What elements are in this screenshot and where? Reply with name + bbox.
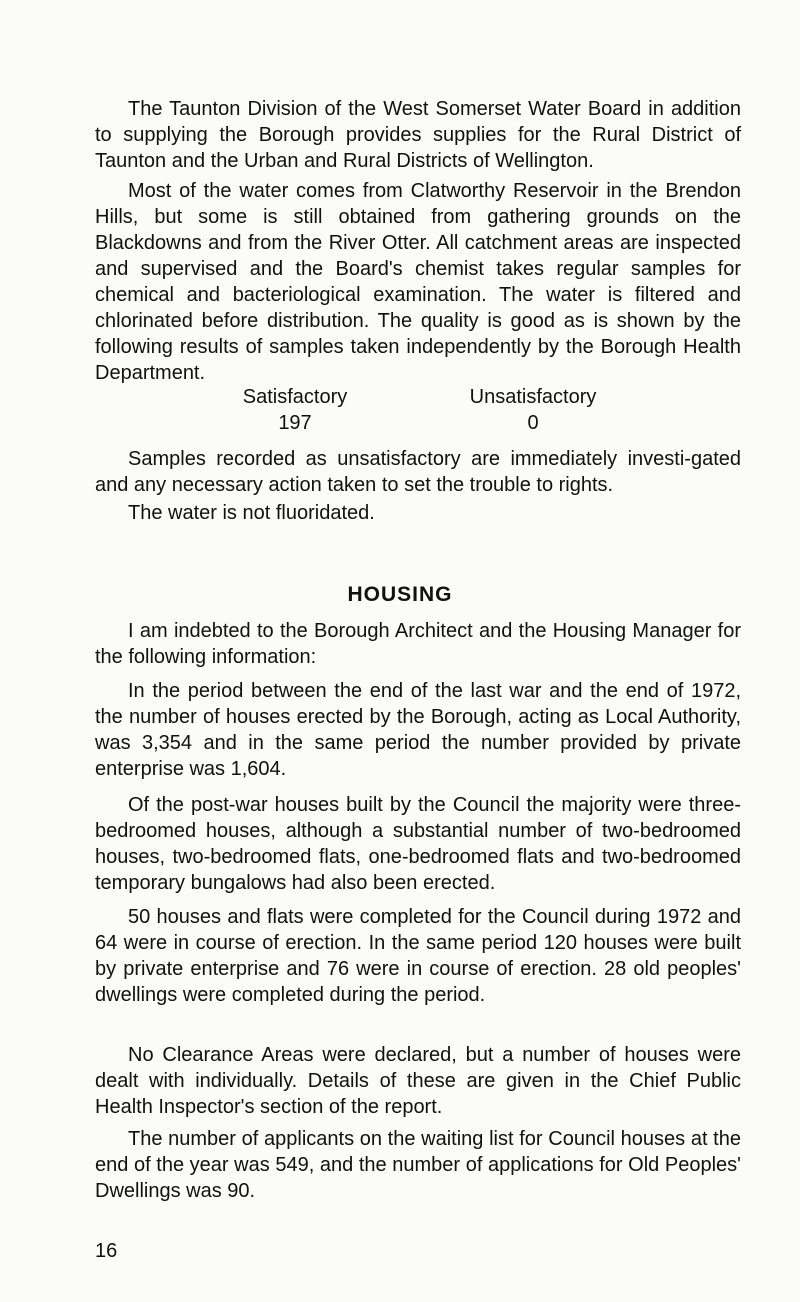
page-number: 16 — [95, 1240, 118, 1262]
satisfactory-label: Satisfactory — [242, 386, 348, 408]
paragraph-acknowledgement: I am indebted to the Borough Architect and the Housing Manager for the following information: — [95, 620, 741, 668]
section-heading-housing: HOUSING — [347, 583, 453, 606]
paragraph-completions-1972: 50 houses and flats were completed for the Council during 1972 and 64 were in course of erection. In the same period 120 houses were built by private enterprise and 76 were in course of erection. 28 old peoples' dwellings were completed during the period. — [95, 906, 741, 1006]
paragraph-clearance-areas: No Clearance Areas were declared, but a number of houses were dealt with individually. Details of these are given in the Chief Public Health Inspector's section of the report. — [95, 1044, 741, 1118]
paragraph-unsatisfactory-samples: Samples recorded as unsatisfactory are immediately investi-gated and any necessary action taken to set the trouble to rights. — [95, 448, 741, 496]
paragraph-post-war-houses: Of the post-war houses built by the Council the majority were three-bedroomed houses, although a substantial number of two-bedroomed houses, two-bedroomed flats, one-bedroomed flats and two-bedroomed temporary bungalows had also been erected. — [95, 794, 741, 894]
paragraph-waiting-list: The number of applicants on the waiting list for Council houses at the end of the year was 549, and the number of applications for Old Peoples' Dwellings was 90. — [95, 1128, 741, 1202]
unsatisfactory-column — [453, 384, 613, 436]
satisfactory-value: 197 — [278, 412, 312, 434]
paragraph-houses-erected: In the period between the end of the last war and the end of 1972, the number of houses erected by the Borough, acting as Local Authority, was 3,354 and in the same period the number provided by private enterprise was 1,604. — [95, 680, 741, 780]
paragraph-water-sources: Most of the water comes from Clatworthy Reservoir in the Brendon Hills, but some is still obtained from gathering grounds on the Blackdowns and from the River Otter. All catchment areas are inspected and supervised and the Board's chemist takes regular samples for chemical and bacteriological examination. The water is filtered and chlorinated before distribution. The quality is good as is shown by the following results of samples taken independently by the Borough Health Department. — [95, 180, 741, 384]
unsatisfactory-value: 0 — [527, 412, 539, 434]
paragraph-fluoridation: The water is not fluoridated. — [128, 502, 375, 524]
paragraph-water-supply-intro: The Taunton Division of the West Somerset Water Board in addition to supplying the Borough provides supplies for the Rural District of Taunton and the Urban and Rural Districts of Wellington. — [95, 98, 741, 172]
unsatisfactory-label: Unsatisfactory — [469, 386, 597, 408]
satisfactory-column — [235, 384, 355, 436]
